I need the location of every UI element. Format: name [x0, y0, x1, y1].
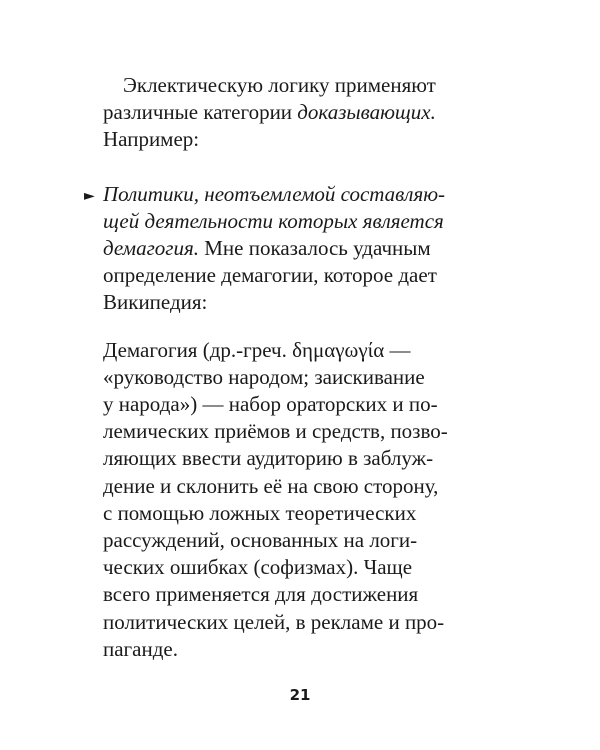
- intro-paragraph: [103, 72, 483, 154]
- list-line-1: [103, 181, 483, 208]
- list-line-3: [103, 235, 483, 262]
- quote-line: Демагогия (др.-греч. δημαγωγία —: [103, 337, 411, 362]
- list-line-2-italic: щей деятельности которых является: [103, 208, 444, 233]
- page-number: 21: [289, 686, 311, 704]
- intro-line-3: Например:: [103, 127, 200, 152]
- triangle-bullet-icon: ►: [84, 187, 95, 204]
- quote-line: всего применяется для достижения: [103, 582, 419, 607]
- quote-line: ляющих ввести аудиторию в заблуж-: [103, 446, 434, 471]
- quote-line: паганде.: [103, 636, 178, 661]
- quote-line: у народа») — набор ораторских и по-: [103, 392, 438, 417]
- list-line-4: определение демагогии, которое дает: [103, 263, 437, 288]
- intro-line-2-plain: различные категории: [103, 100, 298, 125]
- list-line-3-italic: демагогия.: [103, 236, 199, 261]
- bullet-list-item: [84, 181, 483, 663]
- quote-line: ческих ошибках (софизмах). Чаще: [103, 555, 413, 580]
- list-line-5: Википедия:: [103, 290, 208, 315]
- body-text: [84, 72, 483, 663]
- intro-line-1: Эклектическую логику применяют: [123, 73, 436, 97]
- intro-line-2-italic: доказывающих.: [297, 100, 436, 125]
- intro-line-2: [103, 99, 483, 126]
- list-line-2: [103, 208, 483, 235]
- quote-line: рассуждений, основанных на логи-: [103, 528, 418, 553]
- wikipedia-quote: [103, 337, 483, 663]
- list-line-1-italic: Политики, неотъемлемой составляю-: [103, 181, 446, 206]
- quote-line: лемических приёмов и средств, позво-: [103, 419, 448, 444]
- quote-line: с помощью ложных теоретических: [103, 500, 417, 525]
- quote-line: дение и склонить её на свою сторону,: [103, 473, 439, 498]
- quote-line: «руководство народом; заискивание: [103, 364, 425, 389]
- list-line-3-plain: Мне показалось удачным: [198, 236, 431, 261]
- quote-line: политических целей, в рекламе и про-: [103, 609, 445, 634]
